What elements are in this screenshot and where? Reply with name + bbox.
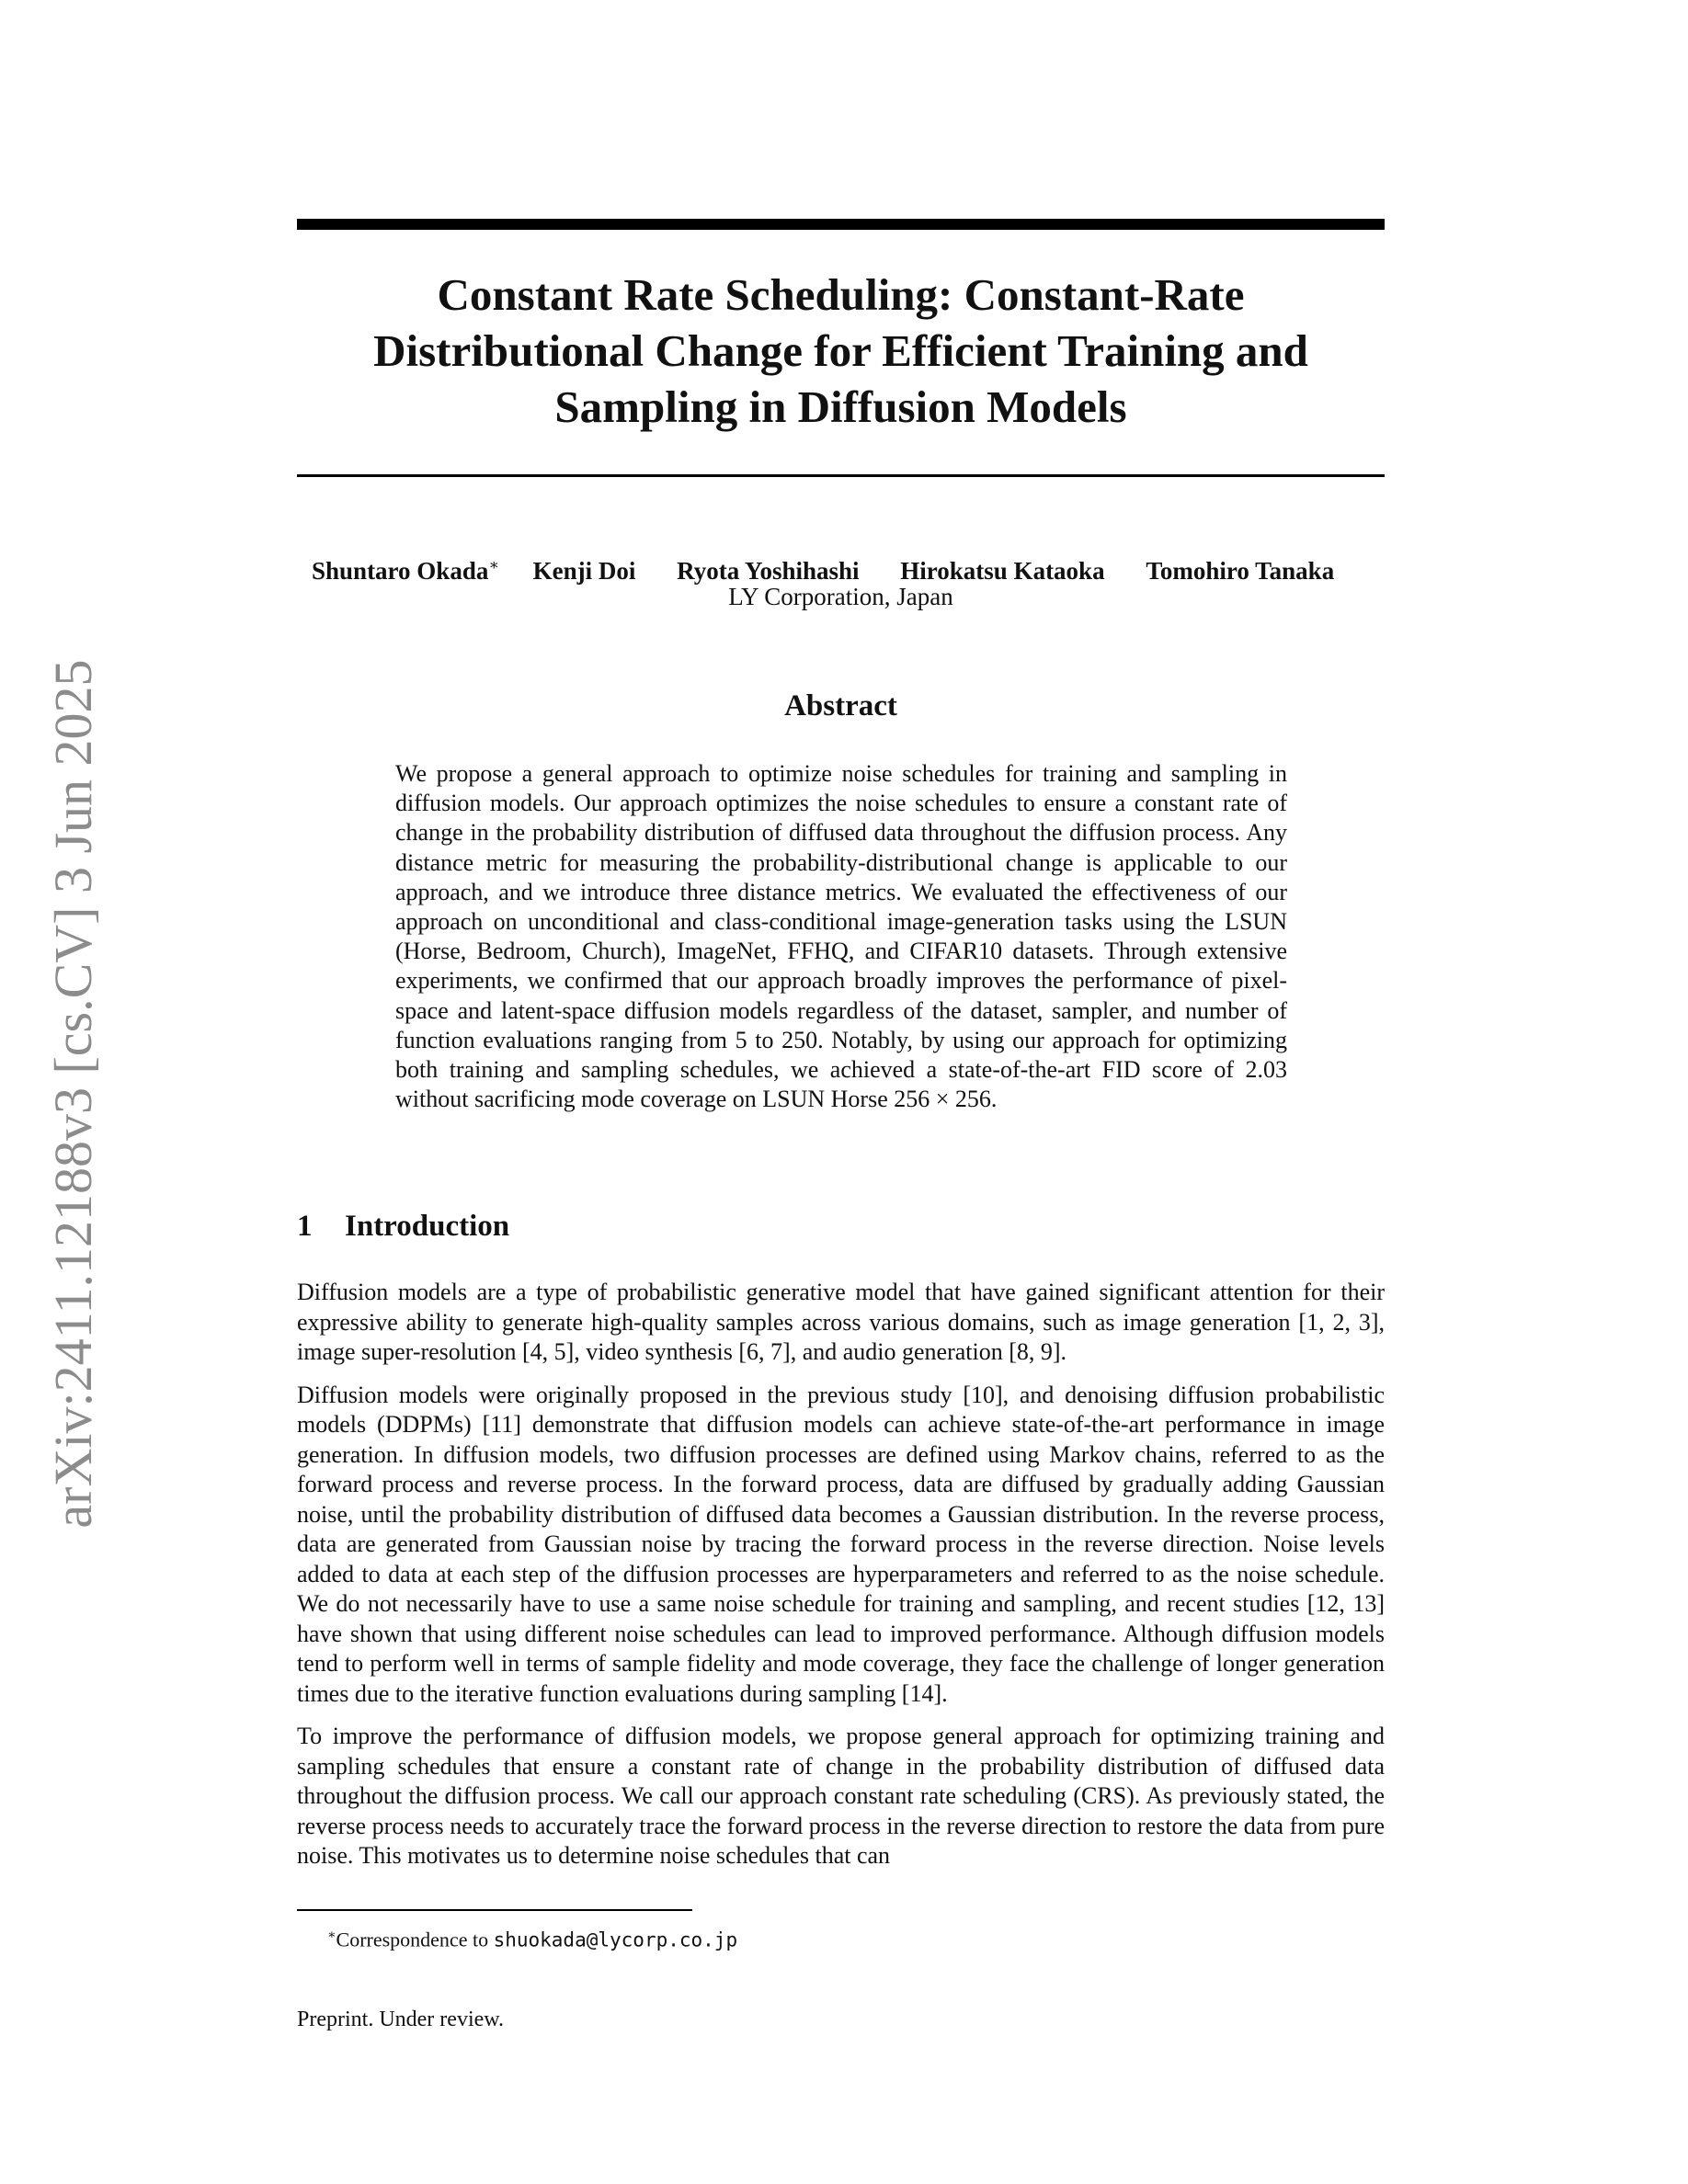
author-name: Tomohiro Tanaka <box>1146 557 1335 585</box>
paper-title: Constant Rate Scheduling: Constant-Rate Distributional Change for Efficient Training and Sampling in Diffusion Models <box>373 269 1308 432</box>
affiliation: LY Corporation, Japan <box>728 583 953 610</box>
title-bottom-rule <box>297 474 1385 477</box>
section-heading <box>297 1208 509 1245</box>
title-top-rule <box>297 219 1385 230</box>
paragraph: Diffusion models were originally proposed in the previous study [10], and denoising diffusion probabilistic models (DDPMs) [11] demonstrate that diffusion models can achieve state-of-the-art performance in image generation. In diffusion models, two diffusion processes are defined using Markov chains, referred to as the forward process and reverse process. In the forward process, data are diffused by gradually adding Gaussian noise, until the probability distribution of diffused data becomes a Gaussian distribution. In the reverse process, data are generated from Gaussian noise by tracing the forward process in the reverse direction. Noise levels added to data at each step of the diffusion processes are hyperparameters and referred to as the noise schedule. We do not necessarily have to use a same noise schedule for training and sampling, and recent studies [12, 13] have shown that using different noise schedules can lead to improved performance. Although diffusion models tend to perform well in terms of sample fidelity and mode coverage, they face the challenge of longer generation times due to the iterative function evaluations during sampling [14]. <box>297 1381 1385 1707</box>
footnote <box>327 1923 737 1952</box>
author-name: Ryota Yoshihashi <box>677 557 860 585</box>
author-name: Kenji Doi <box>532 557 636 585</box>
section-number: 1 <box>297 1210 313 1243</box>
introduction-body <box>297 1278 1385 1884</box>
paragraph: To improve the performance of diffusion models, we propose general approach for optimizing training and sampling schedules that ensure a constant rate of change in the probability distribution of diffused data throughout the diffusion process. We call our approach constant rate scheduling (CRS). As previously stated, the reverse process needs to accurately trace the forward process in the reverse direction to restore the data from pure noise. This motivates us to determine noise schedules that can <box>297 1723 1385 1869</box>
footnote-rule <box>297 1909 692 1911</box>
footnote-mark: ∗ <box>488 556 499 574</box>
arxiv-watermark: arXiv:2411.12188v3 [cs.CV] 3 Jun 2025 <box>43 659 103 1529</box>
footnote-mark: ∗ <box>327 1928 336 1942</box>
abstract-text: We propose a general approach to optimize noise schedules for training and sampling in diffusion models. Our approach optimizes the noise schedules to ensure a constant rate of change in the probability distribution of diffused data throughout the diffusion process. Any distance metric for measuring the probability-distributional change is applicable to our approach, and we introduce three distance metrics. We evaluated the effectiveness of our approach on unconditional and class-conditional image-generation tasks using the LSUN (Horse, Bedroom, Church), ImageNet, FFHQ, and CIFAR10 datasets. Through extensive experiments, we confirmed that our approach broadly improves the performance of pixel-space and latent-space diffusion models regardless of the dataset, sampler, and number of function evaluations ranging from 5 to 250. Notably, by using our approach for optimizing both training and sampling schedules, we achieved a state-of-the-art FID score of 2.03 without sacrificing mode coverage on LSUN Horse 256 × 256. <box>395 760 1287 1113</box>
author-name-text: Shuntaro Okada <box>312 557 489 585</box>
preprint-note: Preprint. Under review. <box>297 2008 505 2031</box>
section-title: Introduction <box>345 1210 510 1243</box>
abstract-heading: Abstract <box>784 689 897 722</box>
author-name: Hirokatsu Kataoka <box>900 557 1105 585</box>
contact-email: shuokada@lycorp.co.jp <box>493 1928 738 1951</box>
paragraph: Diffusion models are a type of probabilistic generative model that have gained significant attention for their expressive ability to generate high-quality samples across various domains, such as image generation [1, 2, 3], image super-resolution [4, 5], video synthesis [6, 7], and audio generation [8, 9]. <box>297 1279 1385 1365</box>
footnote-text: Correspondence to <box>336 1928 494 1951</box>
